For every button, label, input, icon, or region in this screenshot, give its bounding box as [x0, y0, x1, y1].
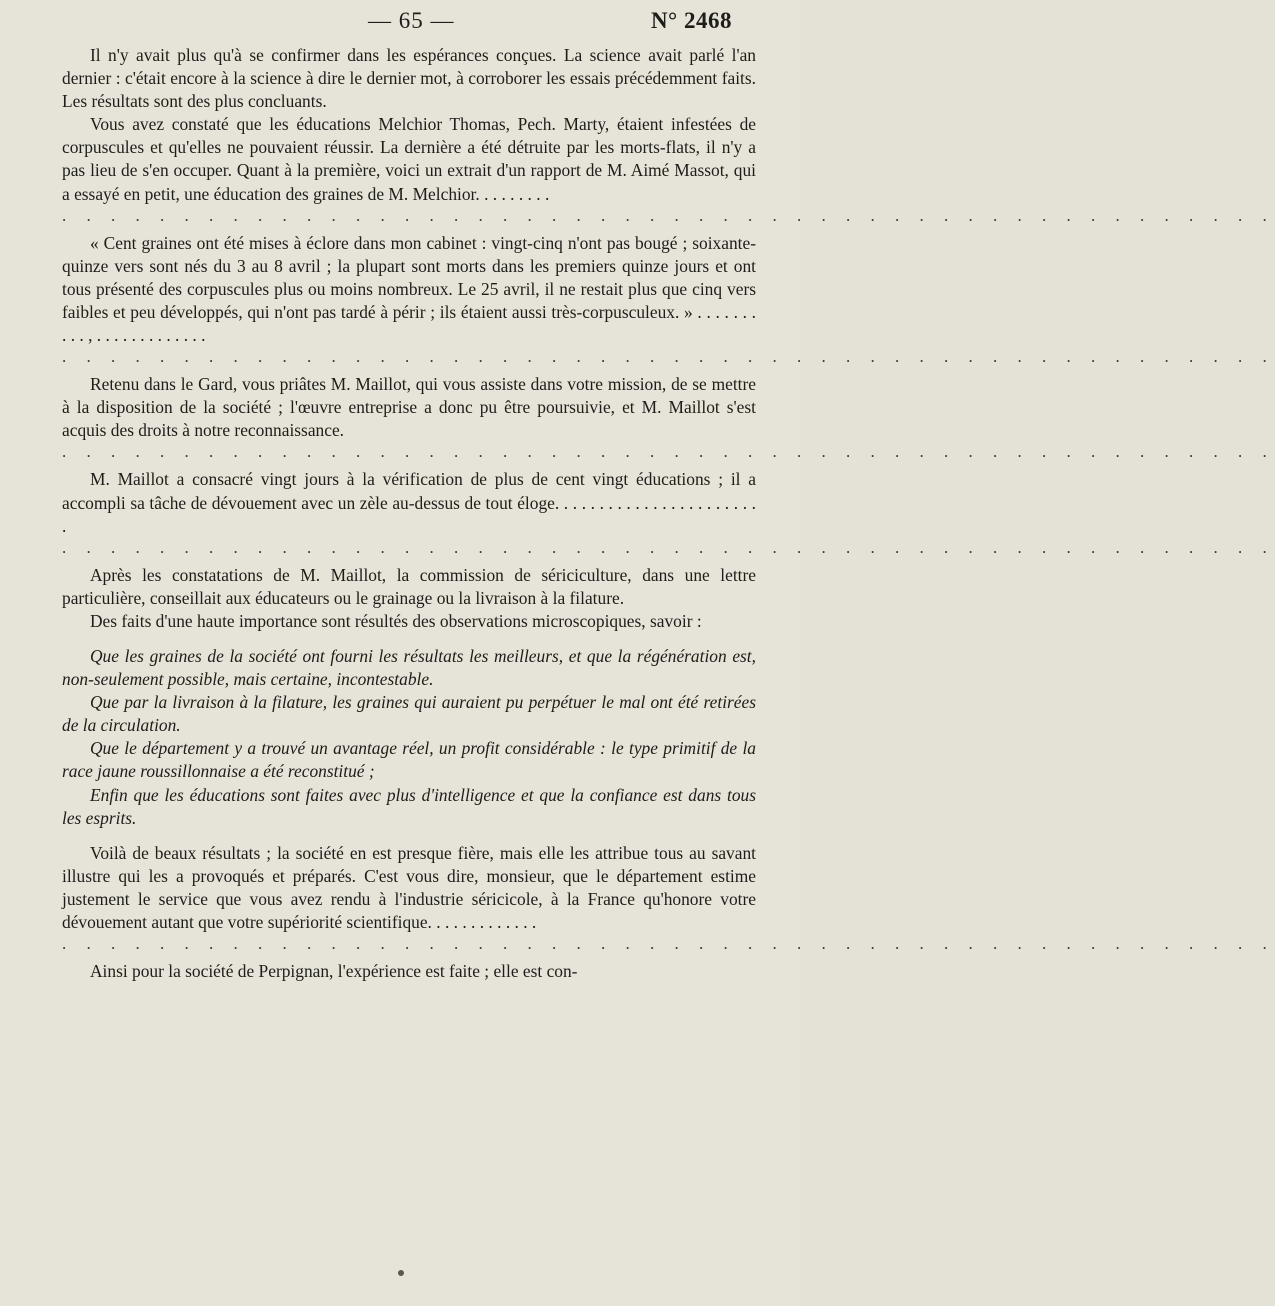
- ink-spot: [398, 1270, 404, 1276]
- dotted-separator: . . . . . . . . . . . . . . . . . . . . . . . . . . . . . . . . . . . . . . . . . . . . . . . . . .: [62, 205, 1275, 225]
- page-number: — 65 —: [368, 8, 455, 33]
- paragraph-constat: Vous avez constaté que les éducations Melchior Thomas, Pech. Marty, étaient infestées de corpuscules et qu'elles ne pouvaient réussir. La dernière a été détruite par les morts-flats, il n'y a pas lieu de s'en occuper. Quant à la première, voici un extrait d'un rapport de M. Aimé Massot, qui a essayé en petit, une éducation des graines de M. Melchior. . . . . . . . .: [62, 114, 756, 204]
- paragraph-commission: Après les constatations de M. Maillot, la commission de sériciculture, dans une lettre particulière, conseillait aux éducateurs ou le grainage ou la livraison à la filature.: [62, 564, 756, 608]
- dotted-separator: . . . . . . . . . . . . . . . . . . . . . . . . . . . . . . . . . . . . . . . . . . . . . . . . . .: [62, 537, 1275, 557]
- finding-departement: Que le département y a trouvé un avantage réel, un profit considérable : le type primitif de la race jaune roussillonnaise a été reconstitué ;: [62, 738, 756, 782]
- finding-livraison: Que par la livraison à la filature, les graines qui auraient pu perpétuer le mal ont été retirées de la circulation.: [62, 692, 756, 736]
- dotted-separator: . . . . . . . . . . . . . . . . . . . . . . . . . . . . . . . . . . . . . . . . . . . . . . . . . .: [62, 934, 1275, 954]
- page-header: [0, 8, 800, 42]
- finding-confiance: Enfin que les éducations sont faites avec plus d'intelligence et que la confiance est dans tous les esprits.: [62, 784, 756, 828]
- paragraph-observations: Des faits d'une haute importance sont résultés des observations microscopiques, savoir :: [90, 610, 702, 631]
- paragraph-quotation: « Cent graines ont été mises à éclore dans mon cabinet : vingt-cinq n'ont pas bougé ; soixante-quinze vers sont nés du 3 au 8 avril ; la plupart sont morts dans les premiers quinze jours et ont tous présenté des corpuscules plus ou moins nombreux. Le 25 avril, il ne restait plus que cinq vers faibles et peu développés, qui n'ont pas tardé à périr ; ils étaient aussi très-corpusculeux. » . . . . . . . . . . , . . . . . . . . . . . . .: [62, 232, 756, 346]
- paragraph-maillot-mission: Retenu dans le Gard, vous priâtes M. Maillot, qui vous assiste dans votre mission, de se mettre à la disposition de la société ; l'œuvre entreprise a donc pu être poursuivie, et M. Maillot s'est acquis des droits à notre reconnaissance.: [62, 374, 756, 441]
- dotted-separator: . . . . . . . . . . . . . . . . . . . . . . . . . . . . . . . . . . . . . . . . . . . . . . . . . .: [62, 442, 1275, 462]
- finding-graines: Que les graines de la société ont fourni les résultats les meilleurs, et que la régénération est, non-seulement possible, mais certaine, incontestable.: [62, 645, 756, 690]
- paragraph-maillot-work: M. Maillot a consacré vingt jours à la vérification de plus de cent vingt éducations ; il a accompli sa tâche de dévouement avec un zèle au-dessus de tout éloge. . . . . . . . . . . . . . . . . . . . . . . .: [62, 469, 756, 536]
- paragraph-intro: Il n'y avait plus qu'à se confirmer dans les espérances conçues. La science avait parlé l'an dernier : c'était encore à la science à dire le dernier mot, à corroborer les essais précédemment faits. Les résultats sont des plus concluants.: [62, 45, 756, 112]
- paragraph-final: Ainsi pour la société de Perpignan, l'expérience est faite ; elle est con-: [90, 961, 578, 982]
- document-number: N° 2468: [650, 8, 732, 33]
- page-body: [62, 44, 1275, 983]
- dotted-separator: . . . . . . . . . . . . . . . . . . . . . . . . . . . . . . . . . . . . . . . . . . . . . . . . . .: [62, 347, 1275, 367]
- paragraph-conclusion: Voilà de beaux résultats ; la société en est presque fière, mais elle les attribue tous au savant illustre qui les a provoqués et préparés. C'est vous dire, monsieur, que le département estime justement le service que vous avez rendu à l'industrie séricicole, à la France qu'honore votre dévouement autant que votre supériorité scientifique. . . . . . . . . . . . .: [62, 842, 756, 932]
